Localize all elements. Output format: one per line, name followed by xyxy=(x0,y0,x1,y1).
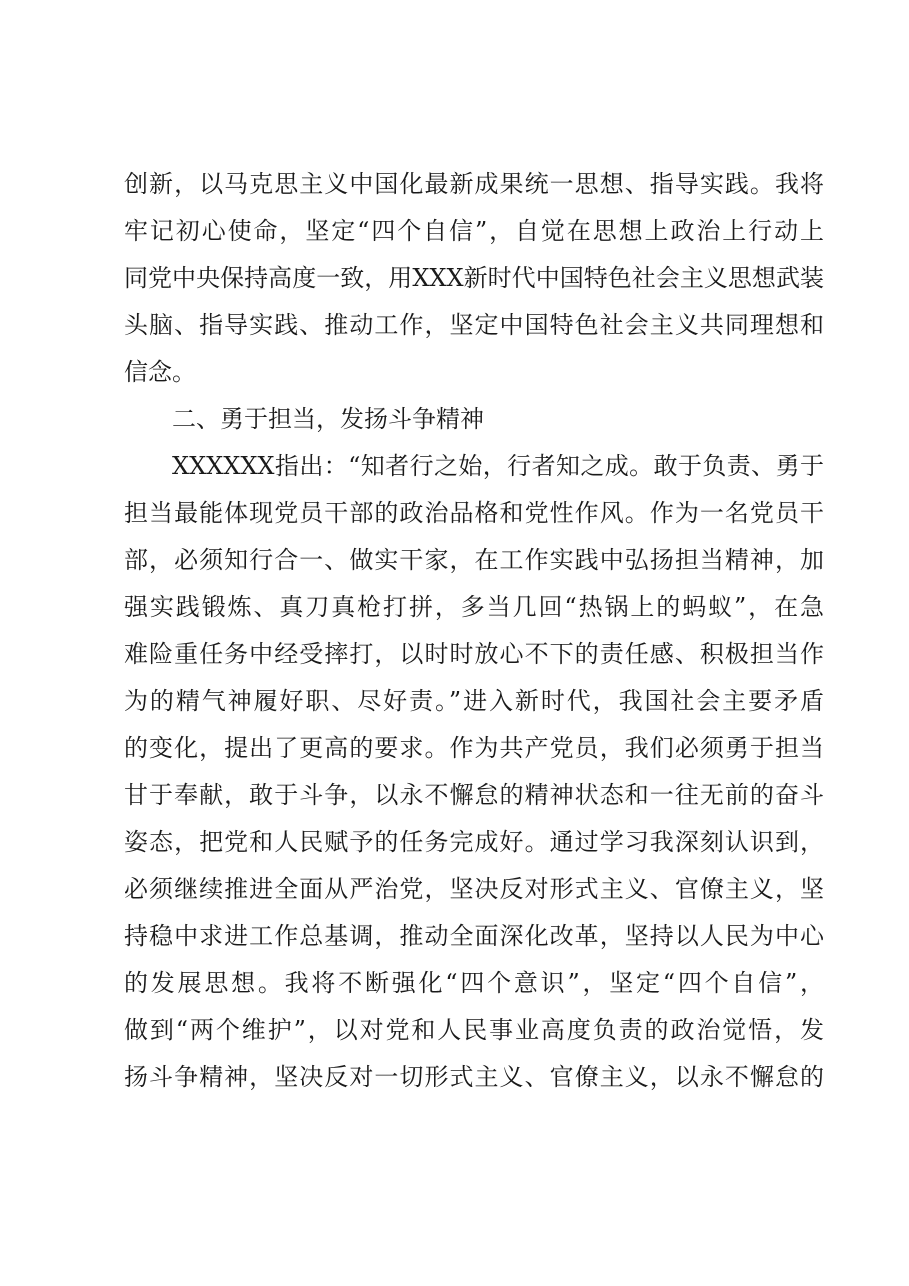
text-line: 强实践锻炼、真刀真枪打拼，多当几回“热锅上的蚂蚁”，在急 xyxy=(124,593,824,621)
text-line: 难险重任务中经受摔打，以时时放心不下的责任感、积极担当作 xyxy=(124,640,824,668)
section-heading: 二、勇于担当，发扬斗争精神 xyxy=(172,405,484,433)
text-line: XXXXXX指出：“知者行之始，行者知之成。敢于负责、勇于 xyxy=(172,452,824,480)
text-line: 部，必须知行合一、做实干家，在工作实践中弘扬担当精神，加 xyxy=(124,546,824,574)
text-line: 持稳中求进工作总基调，推动全面深化改革，坚持以人民为中心 xyxy=(124,922,824,950)
text-line: 同党中央保持高度一致，用XXX新时代中国特色社会主义思想武装 xyxy=(124,264,824,292)
text-line: 姿态，把党和人民赋予的任务完成好。通过学习我深刻认识到， xyxy=(124,828,824,856)
text-line: 创新，以马克思主义中国化最新成果统一思想、指导实践。我将 xyxy=(124,170,824,198)
text-line: 牢记初心使命，坚定“四个自信”，自觉在思想上政治上行动上 xyxy=(124,217,824,245)
text-line: 信念。 xyxy=(124,358,196,386)
text-line: 为的精气神履好职、尽好责。”进入新时代，我国社会主要矛盾 xyxy=(124,687,824,715)
text-line: 做到“两个维护”，以对党和人民事业高度负责的政治觉悟，发 xyxy=(124,1016,824,1044)
text-line: 头脑、指导实践、推动工作，坚定中国特色社会主义共同理想和 xyxy=(124,311,824,339)
text-line: 的发展思想。我将不断强化“四个意识”，坚定“四个自信”， xyxy=(124,969,824,997)
text-line: 担当最能体现党员干部的政治品格和党性作风。作为一名党员干 xyxy=(124,499,824,527)
body-text xyxy=(124,161,824,1101)
text-line: 的变化，提出了更高的要求。作为共产党员，我们必须勇于担当 xyxy=(124,734,824,762)
text-line: 必须继续推进全面从严治党，坚决反对形式主义、官僚主义，坚 xyxy=(124,875,824,903)
text-line: 甘于奉献，敢于斗争，以永不懈怠的精神状态和一往无前的奋斗 xyxy=(124,781,824,809)
text-line: 扬斗争精神，坚决反对一切形式主义、官僚主义，以永不懈怠的 xyxy=(124,1063,824,1091)
